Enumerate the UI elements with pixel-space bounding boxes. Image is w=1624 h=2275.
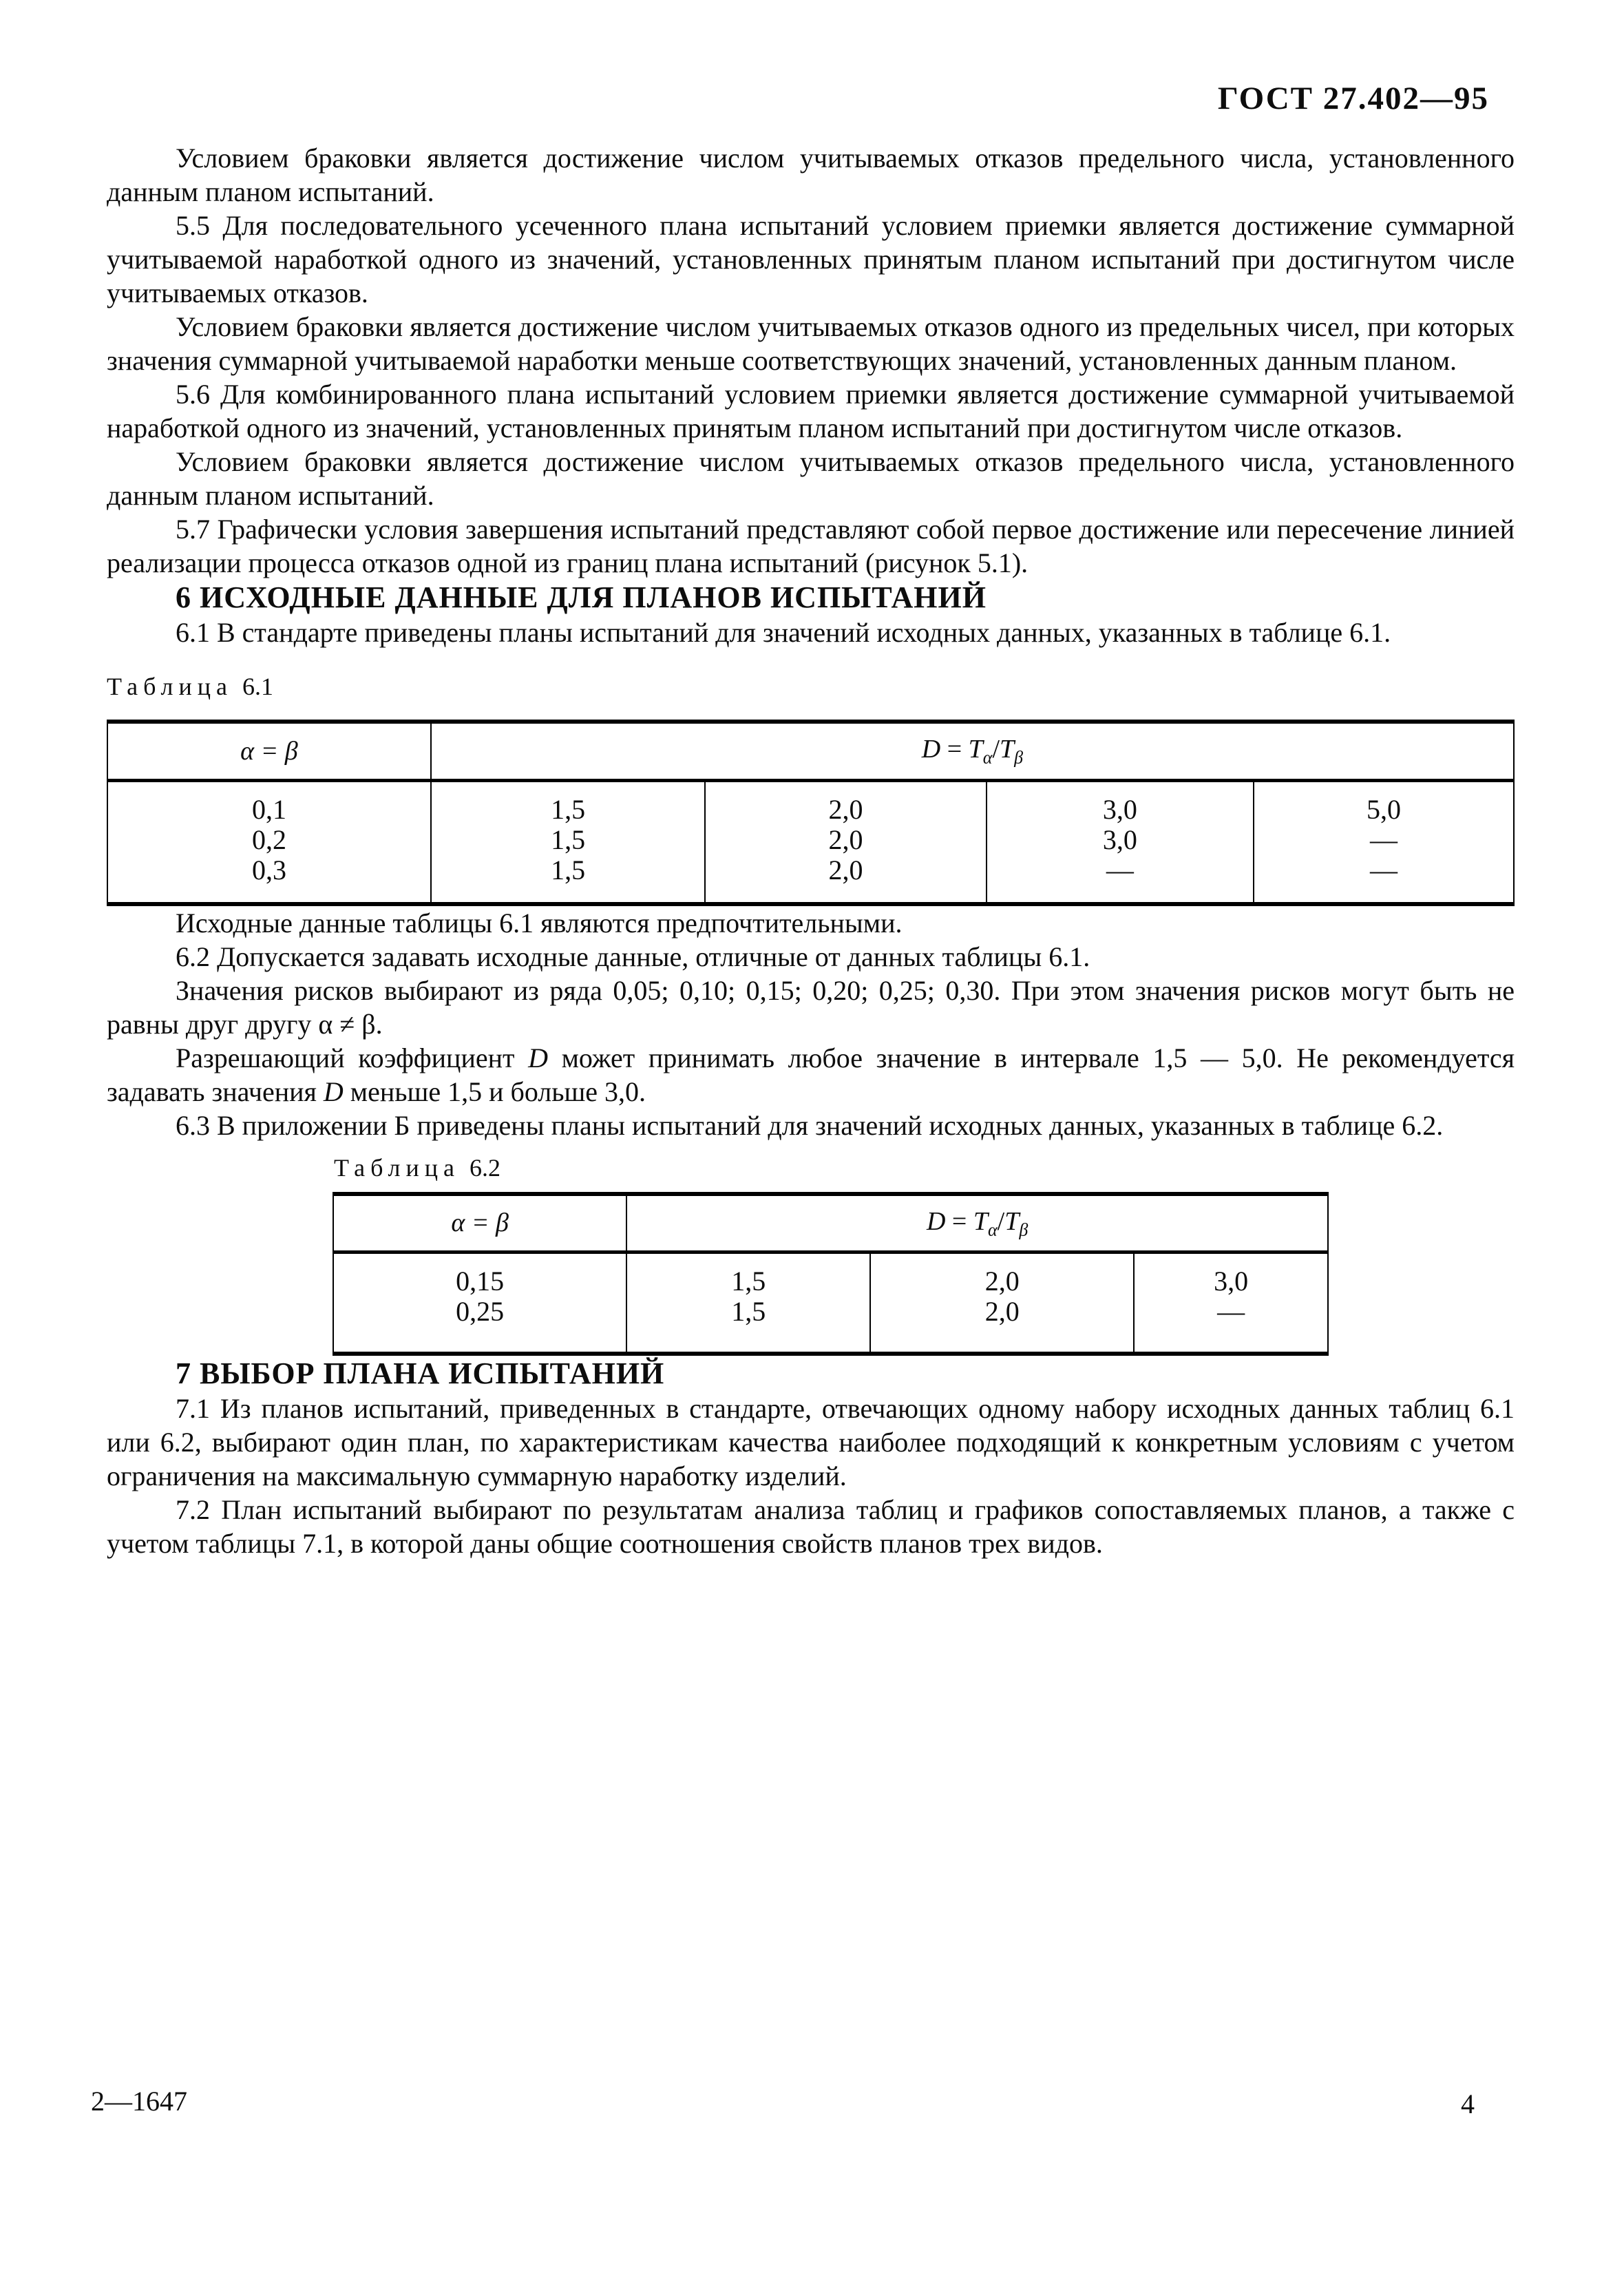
table-cell: 0,3	[251, 854, 286, 885]
table-cell: 2,0	[870, 1252, 1134, 1297]
table-cell: 0,1	[251, 793, 286, 825]
paragraph: Исходные данные таблицы 6.1 являются предпочтительными.	[176, 907, 903, 939]
table-cell: —	[1254, 855, 1514, 904]
table-spacer-row	[333, 1327, 1328, 1354]
page-content	[107, 141, 1515, 1560]
table-cell: 2,0	[705, 855, 987, 904]
table-cell: 0,25	[456, 1296, 505, 1328]
table-cell: —	[1254, 825, 1514, 855]
table-6-2-label: Таблица 6.2	[334, 1153, 500, 1182]
table-cell: 1,5	[431, 855, 705, 904]
paragraph: 6.2 Допускается задавать исходные данные, отличные от данных таблицы 6.1.	[176, 941, 1090, 972]
table-row	[333, 1252, 1328, 1297]
table-cell: 1,5	[431, 825, 705, 855]
d-ratio-header-cell: $D = T_\alpha/T_\beta$	[431, 722, 1514, 780]
table-cell: 0,15	[456, 1266, 505, 1297]
paragraph: 6.3 В приложении Б приведены планы испытаний для значений исходных данных, указанных в таблице 6.2.	[176, 1109, 1444, 1141]
table-row	[333, 1297, 1328, 1327]
table-6-2	[333, 1192, 1329, 1356]
table-6-1	[107, 720, 1515, 906]
table-cell: —	[987, 855, 1254, 904]
table-header-row	[333, 1194, 1328, 1252]
table-row	[107, 780, 1514, 825]
section-heading-7: 7 ВЫБОР ПЛАНА ИСПЫТАНИЙ	[176, 1356, 665, 1391]
table-cell: 3,0	[1134, 1252, 1328, 1297]
table-cell: 1,5	[431, 780, 705, 825]
paragraph: Условием браковки является достижение числом учитываемых отказов предельного числа, установленного данным планом испытаний.	[107, 143, 1515, 207]
d-ratio-header-cell: $D = T_\alpha/T_\beta$	[626, 1194, 1328, 1252]
table-row	[107, 825, 1514, 855]
paragraph: 7.1 Из планов испытаний, приведенных в стандарте, отвечающих одному набору исходных данных таблиц 6.1 или 6.2, выбирают один план, по характеристикам качества наиболее подходящий к конкретным условиям с учетом ограничения на максимальную суммарную наработку изделий.	[107, 1393, 1515, 1492]
table-cell: —	[1134, 1297, 1328, 1327]
table-cell: 0,2	[251, 824, 286, 855]
paragraph: Условием браковки является достижение числом учитываемых отказов предельного числа, установленного данным планом испытаний.	[107, 446, 1515, 511]
table-cell: 2,0	[705, 780, 987, 825]
paragraph: 6.1 В стандарте приведены планы испытаний для значений исходных данных, указанных в таблице 6.1.	[176, 617, 1391, 648]
alpha-beta-header-cell: α = β	[107, 722, 431, 780]
paragraph: 5.6 Для комбинированного плана испытаний условием приемки является достижение суммарной учитываемой наработкой одного из значений, установленных принятым планом испытаний при достигнутом числе отказов.	[107, 379, 1515, 443]
paragraph: 5.7 Графически условия завершения испытаний представляют собой первое достижение или пересечение линией реализации процесса отказов одной из границ плана испытаний (рисунок 5.1).	[107, 514, 1515, 578]
table-cell: 1,5	[626, 1252, 870, 1297]
print-order-number: 2—1647	[91, 2086, 187, 2117]
table-cell: 3,0	[987, 825, 1254, 855]
alpha-beta-header-cell: α = β	[333, 1194, 626, 1252]
table-cell: 2,0	[705, 825, 987, 855]
paragraph: Условием браковки является достижение числом учитываемых отказов одного из предельных чисел, при которых значения суммарной учитываемой наработки меньше соответствующих значений, установленных данным планом.	[107, 311, 1515, 376]
table-cell: 3,0	[987, 780, 1254, 825]
table-6-1-label: Таблица 6.1	[107, 673, 273, 700]
table-cell: 5,0	[1254, 780, 1514, 825]
table-header-row	[107, 722, 1514, 780]
table-row	[107, 855, 1514, 904]
paragraph: 5.5 Для последовательного усеченного плана испытаний условием приемки является достижение суммарной учитываемой наработкой одного из значений, установленных принятым планом испытаний при достигнутом числе учитываемых отказов.	[107, 210, 1515, 308]
standard-number-header: ГОСТ 27.402—95	[1217, 81, 1489, 116]
paragraph: 7.2 План испытаний выбирают по результатам анализа таблиц и графиков сопоставляемых планов, а также с учетом таблицы 7.1, в которой даны общие соотношения свойств планов трех видов.	[107, 1494, 1515, 1560]
table-cell: 2,0	[870, 1297, 1134, 1327]
paragraph: Значения рисков выбирают из ряда 0,05; 0,10; 0,15; 0,20; 0,25; 0,30. При этом значения рисков могут быть не равны друг другу α ≠ β.	[107, 974, 1515, 1040]
paragraph: Разрешающий коэффициент D может принимать любое значение в интервале 1,5 — 5,0. Не рекомендуется задавать значения D меньше 1,5 и больше 3,0.	[107, 1042, 1515, 1107]
table-cell: 1,5	[626, 1297, 870, 1327]
section-heading-6: 6 ИСХОДНЫЕ ДАННЫЕ ДЛЯ ПЛАНОВ ИСПЫТАНИЙ	[176, 580, 987, 614]
page-number: 4	[1461, 2088, 1475, 2119]
